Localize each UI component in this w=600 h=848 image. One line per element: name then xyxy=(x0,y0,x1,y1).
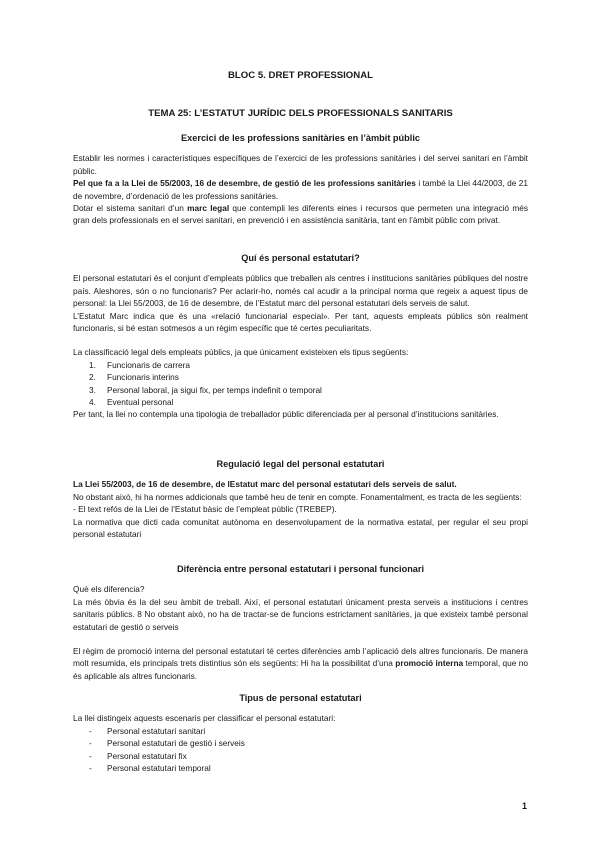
page-number: 1 xyxy=(521,801,527,811)
section-heading: Quí és personal estatutari? xyxy=(241,253,360,263)
list-marker: 1. xyxy=(89,359,96,370)
list-text: Funcionaris interins xyxy=(107,372,179,383)
paragraph: La normativa que dicti cada comunitat autònoma en desenvolupament de la normativa estatal, per regular el seu propi personal estatutari xyxy=(73,516,528,540)
list-item xyxy=(73,396,528,408)
list-item xyxy=(73,737,528,749)
section-heading: Tipus de personal estatutari xyxy=(239,693,362,703)
bold-text: marc legal xyxy=(187,203,230,214)
section-heading: Exercici de les professions sanitàries en l’àmbit públic xyxy=(181,133,420,143)
paragraph: La més òbvia és la del seu àmbit de treball. Així, el personal estatutari únicament presta serveis a institucions i centres sanitaris públics. 8 No obstant això, no ha de tractar-se de funcions estrictament sanitàries, ja que existeix també personal estatutari de gestió o serveis xyxy=(73,596,528,632)
list-marker: - xyxy=(89,738,92,749)
list-item xyxy=(73,725,528,737)
paragraph: Per tant, la llei no contempla una tipologia de treballador públic diferenciada per al personal d’institucions sanitàries. xyxy=(73,409,499,420)
statutory-types-list xyxy=(73,725,528,775)
text: i també la Llei 44/2003, de 21 de novembre, d’ordenació de les professions sanitàries. xyxy=(73,178,528,201)
list-marker: - xyxy=(89,750,92,761)
paragraph: L’Estatut Marc indica que és una «relació funcionarial especial». Per tant, aquests empleats públics són realment funcionaris, si bé estan sotmesos a un règim específic que té certes peculiaritats. xyxy=(73,310,528,334)
paragraph xyxy=(73,202,528,227)
list-marker: - xyxy=(89,725,92,736)
paragraph: - El text refós de la Llei de l’Estatut bàsic de l’empleat públic (TREBEP). xyxy=(73,504,337,515)
paragraph xyxy=(73,478,528,490)
section-regulacio xyxy=(73,458,528,540)
text: El règim de promoció interna del personal estatutari té certes diferències amb l’aplicació dels altres funcionaris. De manera molt resumida, els principals trets distintius són els següents: Hi ha la possibilitat d’una xyxy=(73,646,528,669)
list-text: Personal estatutari de gestió i serveis xyxy=(107,738,245,749)
employee-types-list xyxy=(73,359,528,409)
list-marker: 2. xyxy=(89,372,96,383)
list-text: Personal estatutari temporal xyxy=(107,763,211,774)
list-text: Funcionaris de carrera xyxy=(107,359,191,370)
list-text: Personal laboral, ja sigui fix, per temps indefinit o temporal xyxy=(107,384,322,395)
list-marker: - xyxy=(89,763,92,774)
list-text: Personal estatutari fix xyxy=(107,750,187,761)
text: Dotar el sistema sanitari d’un xyxy=(73,203,188,214)
list-item xyxy=(73,371,528,383)
paragraph: No obstant això, hi ha normes addicionals que també heu de tenir en compte. Fonamentalment, es tracta de les següents: xyxy=(73,491,522,502)
paragraph: Què els diferencia? xyxy=(73,584,145,595)
section-heading: Diferència entre personal estatutari i personal funcionari xyxy=(176,564,425,574)
paragraph xyxy=(73,177,528,202)
list-marker: 4. xyxy=(89,397,96,408)
section-heading: Regulació legal del personal estatutari xyxy=(216,459,385,469)
paragraph: La classificació legal dels empleats públics, ja que únicament existeixen els tipus següents: xyxy=(73,347,409,358)
list-item xyxy=(73,762,528,774)
paragraph: La llei distingeix aquests escenaris per classificar el personal estatutari: xyxy=(73,713,336,724)
list-text: Personal estatutari sanitari xyxy=(107,725,206,736)
section-qui-es xyxy=(73,252,528,421)
section-exercici xyxy=(73,132,528,227)
bold-text: La Llei 55/2003, de 16 de desembre, de lEstatut marc del personal estatutari dels serveis de salut. xyxy=(73,479,457,490)
section-diferencia xyxy=(73,563,528,682)
section-tipus xyxy=(73,692,528,774)
paragraph: El personal estatutari és el conjunt d’empleats públics que treballen als centres i institucions sanitàries públiques del nostre país. Aleshores, són o no funcionaris? Per aclarir-ho, només cal acudir a la principal norma que regeix a aquest tipus de personal: la Llei 55/2003, de 16 de desembre, de l’Estatut marc del personal estatutari dels serveis de salut. xyxy=(73,273,528,309)
tema-title: TEMA 25: L’ESTATUT JURÍDIC DELS PROFESSIONALS SANITARIS xyxy=(148,108,453,119)
paragraph: Establir les normes i característiques específiques de l’exercici de les professions sanitàries i del servei sanitari en l’àmbit públic. xyxy=(73,153,528,176)
paragraph xyxy=(73,645,528,682)
list-item xyxy=(73,384,528,396)
text: que contempli les diferents eines i recursos que permeten una integració més gran dels professionals en el servei sanitari, en prevenció i en assistència sanitària, tant en l’àmbit públic com privat. xyxy=(73,203,528,226)
text: temporal, que no és aplicable als altres funcionaris. xyxy=(73,658,528,681)
bold-text: promoció interna xyxy=(395,658,464,669)
list-marker: 3. xyxy=(89,384,96,395)
list-item xyxy=(73,359,528,371)
bold-text: Pel que fa a la Llei de 55/2003, 16 de desembre, de gestió de les professions sanitàries xyxy=(73,178,416,189)
bloc-title: BLOC 5. DRET PROFESSIONAL xyxy=(228,70,373,81)
list-text: Eventual personal xyxy=(107,397,174,408)
list-item xyxy=(73,750,528,762)
